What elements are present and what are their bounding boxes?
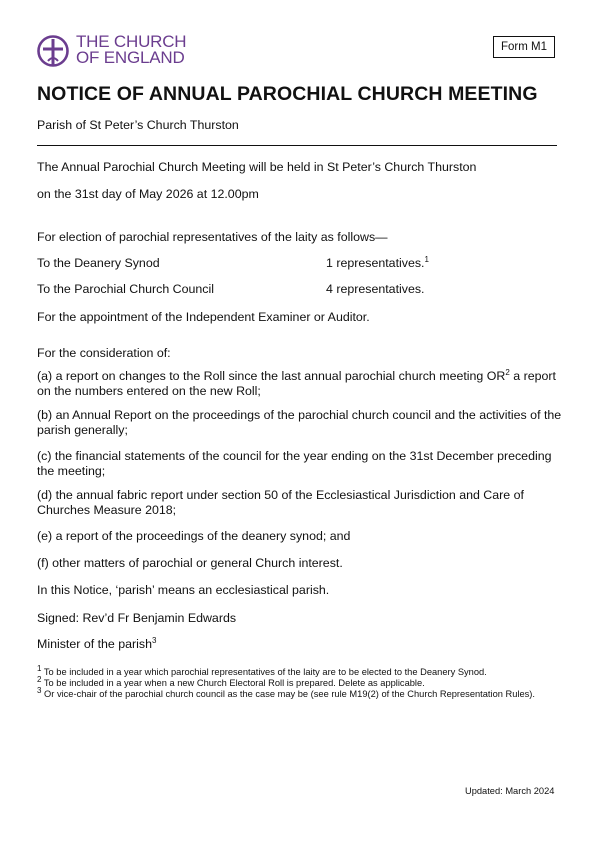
election-row-deanery-count <box>326 256 429 271</box>
logo-line-1: THE CHURCH <box>76 32 187 51</box>
consideration-item-e: (e) a report of the proceedings of the deanery synod; and <box>37 529 351 543</box>
footnote-1 <box>37 663 562 678</box>
footnote-mark-3: 3 <box>37 685 42 695</box>
parish-definition: In this Notice, ‘parish’ means an ecclesiastical parish. <box>37 583 330 597</box>
logo-line-2: OF ENGLAND <box>76 48 185 67</box>
footnote-text-2: To be included in a year when a new Church Electoral Roll is prepared. Delete as applicable. <box>41 678 425 688</box>
footnote-ref-3: 3 <box>152 635 157 645</box>
church-of-england-logo <box>36 34 186 68</box>
appointment-line: For the appointment of the Independent Examiner or Auditor. <box>37 310 370 324</box>
footnote-mark-2: 2 <box>37 674 42 684</box>
consideration-item-a <box>37 369 567 398</box>
page-title: NOTICE OF ANNUAL PAROCHIAL CHURCH MEETING <box>37 83 538 105</box>
church-of-england-cross-icon <box>36 34 70 68</box>
footnote-mark-1: 1 <box>37 663 42 673</box>
footnote-ref-1: 1 <box>424 254 429 264</box>
minister-text: Minister of the parish <box>37 637 153 651</box>
item-a-text-cont: a report on the numbers entered on the new Roll; <box>37 369 556 398</box>
minister-line <box>37 637 156 652</box>
deanery-count-text: 1 representatives. <box>326 256 425 270</box>
consideration-item-d: (d) the annual fabric report under section 50 of the Ecclesiastical Jurisdiction and Care of Churches Measure 2018; <box>37 488 524 517</box>
election-row-pcc-count: 4 representatives. <box>326 282 425 296</box>
meeting-place-line: The Annual Parochial Church Meeting will be held in St Peter’s Church Thurston <box>37 160 477 174</box>
meeting-date-line: on the 31st day of May 2026 at 12.00pm <box>37 187 259 201</box>
form-label-box <box>493 36 555 58</box>
form-label: Form M1 <box>501 41 547 53</box>
election-row-pcc-body: To the Parochial Church Council <box>37 282 215 296</box>
consideration-item-c: (c) the financial statements of the council for the year ending on the 31st December preceding the meeting; <box>37 449 552 478</box>
consideration-item-b: (b) an Annual Report on the proceedings of the parochial church council and the activities of the parish generally; <box>37 408 562 437</box>
footnote-3 <box>37 685 552 700</box>
footnote-text-1: To be included in a year which parochial representatives of the laity are to be elected to the Deanery Synod. <box>41 667 487 677</box>
election-intro: For election of parochial representatives of the laity as follows— <box>37 230 388 244</box>
parish-name: Parish of St Peter’s Church Thurston <box>37 118 239 132</box>
footnote-ref-2: 2 <box>505 367 510 377</box>
footnote-2 <box>37 674 562 689</box>
updated-date: Updated: March 2024 <box>465 786 555 796</box>
footnote-text-3: Or vice-chair of the parochial church council as the case may be (see rule M19(2) of the Church Representation Rules). <box>41 689 535 699</box>
consideration-item-f: (f) other matters of parochial or general Church interest. <box>37 556 343 570</box>
signature-line: Signed: Rev’d Fr Benjamin Edwards <box>37 611 237 625</box>
consideration-intro: For the consideration of: <box>37 346 171 360</box>
election-row-deanery-body: To the Deanery Synod <box>37 256 160 270</box>
logo-wordmark <box>76 34 186 66</box>
divider <box>37 145 557 146</box>
item-a-text: (a) a report on changes to the Roll since the last annual parochial church meeting OR <box>37 369 506 383</box>
